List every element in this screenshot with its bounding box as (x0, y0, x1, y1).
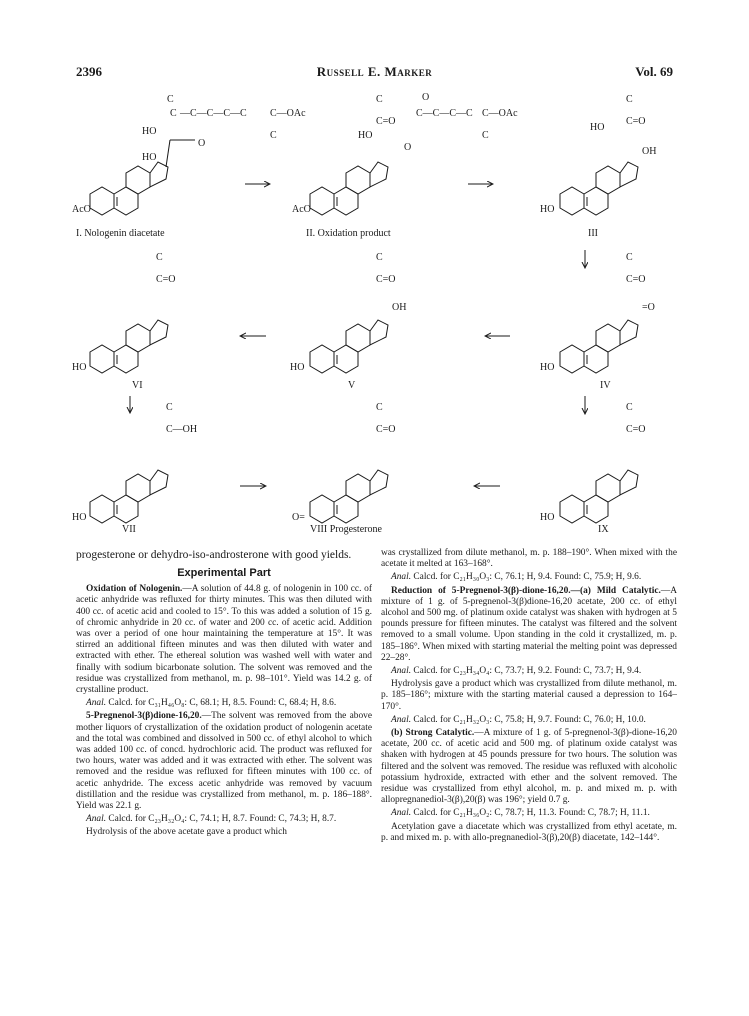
right-column (381, 548, 677, 846)
svg-text:C: C (166, 402, 173, 413)
lead-text: progesterone or dehydro-iso-androsterone with good yields. (76, 549, 352, 561)
svg-text:HO: HO (540, 362, 555, 373)
analysis-line: Anal. Calcd. for C₃₁H₄₆O₈: C, 68.1; H, 8.5. Found: C, 68.4; H, 8.6. (86, 698, 337, 709)
svg-text:C: C (170, 108, 177, 119)
svg-text:C—OAc: C—OAc (482, 108, 518, 119)
paragraph: Oxidation of Nologenin.—A solution of 44.8 g. of nologenin in 100 cc. of acetic anhydride was refluxed for thirty minutes. This was then diluted with 400 cc. of acetic acid and cooled to 15°. To this was added a solution of 15 g. of chromic anhydride in 20 cc. of water and 200 cc. of acetic acid. Addition was over a period of one hour maintaining the temperature at 15°. It was stirred an additional fifteen minutes and was then diluted with water and extracted with ether. The ethereal solution was washed well with water and finally with sodium bicarbonate solution. The solvent was removed and the residue was crystallized from methanol, m. p. 98–101°. Yield was 14.2 g. of crystalline product. (76, 584, 372, 696)
run-in-heading: (b) Strong Catalytic. (391, 728, 475, 739)
svg-text:C: C (376, 252, 383, 263)
run-in-heading: Oxidation of Nologenin. (86, 584, 183, 595)
svg-text:O: O (422, 92, 430, 103)
caption-VIII: VIII Progesterone (310, 524, 382, 535)
structure-I-ho-top: HO (142, 126, 157, 137)
structure-VIII (292, 402, 396, 535)
section-title: Experimental Part (177, 567, 271, 579)
svg-text:HO: HO (358, 130, 373, 141)
svg-text:O: O (404, 142, 412, 153)
svg-text:C=O: C=O (376, 424, 396, 435)
svg-text:HO: HO (590, 122, 605, 133)
run-in-heading: 5-Pregnenol-3(β)dione-16,20. (86, 711, 202, 722)
svg-text:OH: OH (642, 146, 657, 157)
structure-II (292, 92, 518, 239)
structure-I (72, 94, 306, 239)
svg-text:C=O: C=O (626, 424, 646, 435)
svg-text:O=: O= (292, 512, 305, 523)
structure-I-ring-o: O (198, 138, 206, 149)
svg-text:C: C (482, 130, 489, 141)
structure-I-ho-mid: HO (142, 152, 157, 163)
running-author: Russell E. Marker (316, 64, 433, 79)
structure-V (290, 252, 406, 391)
page-number: 2396 (76, 64, 102, 79)
svg-text:HO: HO (290, 362, 305, 373)
svg-text:C: C (270, 130, 277, 141)
caption-VII: VII (122, 524, 136, 535)
svg-text:C=O: C=O (376, 274, 396, 285)
paragraph: Acetylation gave a diacetate which was crystallized from ethyl acetate, m. p. and mixed m. p. with allo-pregnanediol-3(β),20(β) diacetate, 142–144°. (381, 821, 677, 843)
paragraph: Hydrolysis of the above acetate gave a product which (86, 827, 287, 838)
svg-text:C=O: C=O (626, 274, 646, 285)
structure-VII-c-oh: C—OH (166, 424, 198, 435)
svg-text:HO: HO (72, 512, 87, 523)
caption-I: I. Nologenin diacetate (76, 228, 165, 239)
svg-text:HO: HO (540, 512, 555, 523)
svg-text:C: C (626, 402, 633, 413)
caption-VI: VI (132, 380, 143, 391)
analysis-line: Anal. Calcd. for C₂₃H₃₂O₄: C, 74.1; H, 8.7. Found: C, 74.3; H, 8.7. (86, 814, 337, 825)
svg-text:C: C (156, 252, 163, 263)
svg-text:OH: OH (392, 302, 407, 313)
structure-I-c-top: C (167, 94, 174, 105)
caption-IV: IV (600, 380, 611, 391)
caption-III: III (588, 228, 598, 239)
svg-text:=O: =O (642, 302, 655, 313)
structure-II-c-eq-o: C=O (376, 116, 396, 127)
structure-III (540, 94, 656, 239)
structure-VI (72, 252, 176, 391)
analysis-line: Anal. Calcd. for C₂₃H₃₄O₄: C, 73.7; H, 9.2. Found: C, 73.7; H, 9.4. (391, 666, 642, 677)
structure-I-aco: AcO (72, 204, 91, 215)
paragraph: 5-Pregnenol-3(β)dione-16,20.—The solvent was removed from the above mother liquors of crystallization of the oxidation product of nologenin acetate and the total was combined and dissolved in 500 cc. of ethyl alcohol to which was added 100 cc. of concd. hydrochloric acid. The product was refluxed for two hours, water was added and it was extracted with ether. The solvent was removed and the residue was refluxed for fifteen minutes with 100 cc. of acetic anhydride. The excess acetic anhydride was removed by vacuum distillation and the residue was crystallized from methanol, m. p. 186–188°. Yield was 22.1 g. (76, 711, 372, 812)
paragraph: (b) Strong Catalytic.—A mixture of 1 g. of 5-pregnenol-3(β)-dione-16,20 acetate, 200 cc. of acetic acid and 500 mg. of platinum oxide catalyst was shaken with hydrogen at 45 pounds pressure for two hours. The solution was filtered and the solvent was removed. The residue was refluxed with alcoholic potassium hydroxide, extracted with ether and the solvent removed. The residue was crystallized from ethyl alcohol, m. p. and mixed m. p. with allopregnanediol-3(β),20(β) was 196°; yield 0.7 g. (381, 728, 677, 806)
caption-V: V (348, 380, 356, 391)
structure-I-chain: —C—C—C—C (180, 108, 247, 119)
svg-text:HO: HO (72, 362, 87, 373)
svg-text:C: C (376, 402, 383, 413)
caption-IX: IX (598, 524, 609, 535)
svg-text:C=O: C=O (156, 274, 176, 285)
structure-IV (540, 252, 655, 391)
analysis-line: Anal. Calcd. for C₂₁H₃₀O₃: C, 76.1; H, 9.4. Found: C, 75.9; H, 9.6. (391, 572, 642, 583)
structure-VII (72, 402, 197, 535)
svg-text:AcO: AcO (292, 204, 311, 215)
structure-IX (540, 402, 646, 535)
left-column (76, 548, 372, 841)
paragraph: Reduction of 5-Pregnenol-3(β)-dione-16,20.—(a) Mild Catalytic.—A mixture of 1 g. of 5-pregnenol-3(β)dione-16,20 acetate, 200 cc. of ethyl alcohol and 500 mg. of platinum oxide catalyst was shaken with hydrogen at 5 pounds pressure for fifteen minutes. The catalyst was filtered and the solvent removed to a small volume. Upon standing in the cold it crystallized, m. p. 185–186°. When mixed with starting material the melting point was depressed 22–28°. (381, 585, 677, 663)
svg-text:C=O: C=O (626, 116, 646, 127)
journal-volume: Vol. 69 (635, 64, 673, 79)
svg-text:C: C (376, 94, 383, 105)
reaction-scheme (70, 88, 680, 538)
structure-I-c-oac: C—OAc (270, 108, 306, 119)
caption-II: II. Oxidation product (306, 228, 391, 239)
paragraph: was crystallized from dilute methanol, m. p. 188–190°. When mixed with the acetate it melted at 163–168°. (381, 548, 677, 570)
analysis-line: Anal. Calcd. for C₂₁H₃₆O₂: C, 78.7; H, 11.3. Found: C, 78.7; H, 11.1. (391, 808, 650, 819)
structure-II-chain: C—C—C—C (416, 108, 473, 119)
run-in-heading: Reduction of 5-Pregnenol-3(β)-dione-16,20.—(a) Mild Catalytic. (391, 585, 661, 596)
analysis-line: Anal. Calcd. for C₂₁H₃₂O₃: C, 75.8; H, 9.7. Found: C, 76.0; H, 10.0. (391, 714, 646, 725)
svg-text:C: C (626, 94, 633, 105)
svg-text:C: C (626, 252, 633, 263)
paragraph: Hydrolysis gave a product which was crystallized from dilute methanol, m. p. 185–186°; mixture with the starting material caused a depression to 164–170°. (381, 679, 677, 712)
svg-text:HO: HO (540, 204, 555, 215)
